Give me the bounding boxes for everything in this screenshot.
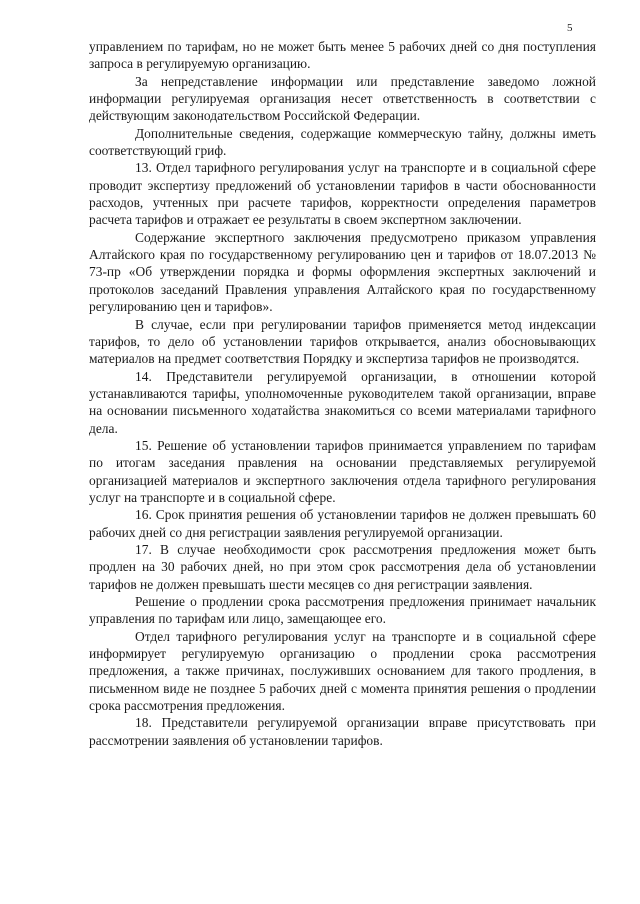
page-number: 5	[567, 22, 573, 34]
paragraph-extension-notice: Отдел тарифного регулирования услуг на транспорте и в социальной сфере информирует регулируемую организацию о продлении срока рассмотрения предложения, а также причинах, послуживших основанием для такого продления, в письменном виде не позднее 5 рабочих дней с момента принятия решения о продлении срока рассмотрения предложения.	[89, 628, 596, 714]
paragraph-commercial-secret: Дополнительные сведения, содержащие коммерческую тайну, должны иметь соответствующий гриф.	[89, 125, 596, 159]
paragraph-item-13: 13. Отдел тарифного регулирования услуг на транспорте и в социальной сфере проводит экспертизу предложений об установлении тарифов в части обоснованности расходов, учтенных при расчете тарифов, корректности определения параметров расчета тарифов и отражает ее результаты в своем экспертном заключении.	[89, 160, 596, 228]
paragraph-continuation: управлением по тарифам, но не может быть менее 5 рабочих дней со дня поступления запроса в регулируемую организацию.	[89, 39, 596, 72]
paragraph-item-18: 18. Представители регулируемой организации вправе присутствовать при рассмотрении заявления об установлении тарифов.	[89, 715, 596, 748]
paragraph-item-15: 15. Решение об установлении тарифов принимается управлением по тарифам по итогам заседания правления на основании представляемых регулируемой организацией материалов и экспертного заключения отдела тарифного регулирования услуг на транспорте и в социальной сфере.	[89, 437, 596, 505]
paragraph-item-16: 16. Срок принятия решения об установлении тарифов не должен превышать 60 рабочих дней со дня регистрации заявления регулируемой организации.	[89, 507, 596, 540]
paragraph-item-14: 14. Представители регулируемой организации, в отношении которой устанавливаются тарифы, уполномоченные руководителем такой организации, вправе на основании письменного ходатайства знакомиться со всеми материалами тарифного дела.	[89, 368, 596, 436]
paragraph-item-17: 17. В случае необходимости срок рассмотрения предложения может быть продлен на 30 рабочих дней, но при этом срок рассмотрения дела об установлении тарифов не должен превышать шести месяцев со дня регистрации заявления.	[89, 541, 596, 592]
paragraph-false-information: За непредставление информации или представление заведомо ложной информации регулируемая организация несет ответственность в соответствии с действующим законодательством Российской Федерации.	[89, 73, 596, 124]
paragraph-indexation-method: В случае, если при регулировании тарифов применяется метод индексации тарифов, то дело об установлении тарифов открывается, анализ обосновывающих материалов на предмет соответствия Порядку и экспертиза тарифов не производятся.	[89, 316, 596, 367]
paragraph-expert-conclusion: Содержание экспертного заключения предусмотрено приказом управления Алтайского края по государственному регулированию цен и тарифов от 18.07.2013 № 73-пр «Об утверждении порядка и формы оформления экспертных заключений и протоколов заседаний Правления управления Алтайского края по государственному регулированию цен и тарифов».	[89, 229, 596, 315]
paragraph-extension-decision: Решение о продлении срока рассмотрения предложения принимает начальник управления по тарифам или лицо, замещающее его.	[89, 594, 596, 627]
document-body	[89, 38, 596, 749]
